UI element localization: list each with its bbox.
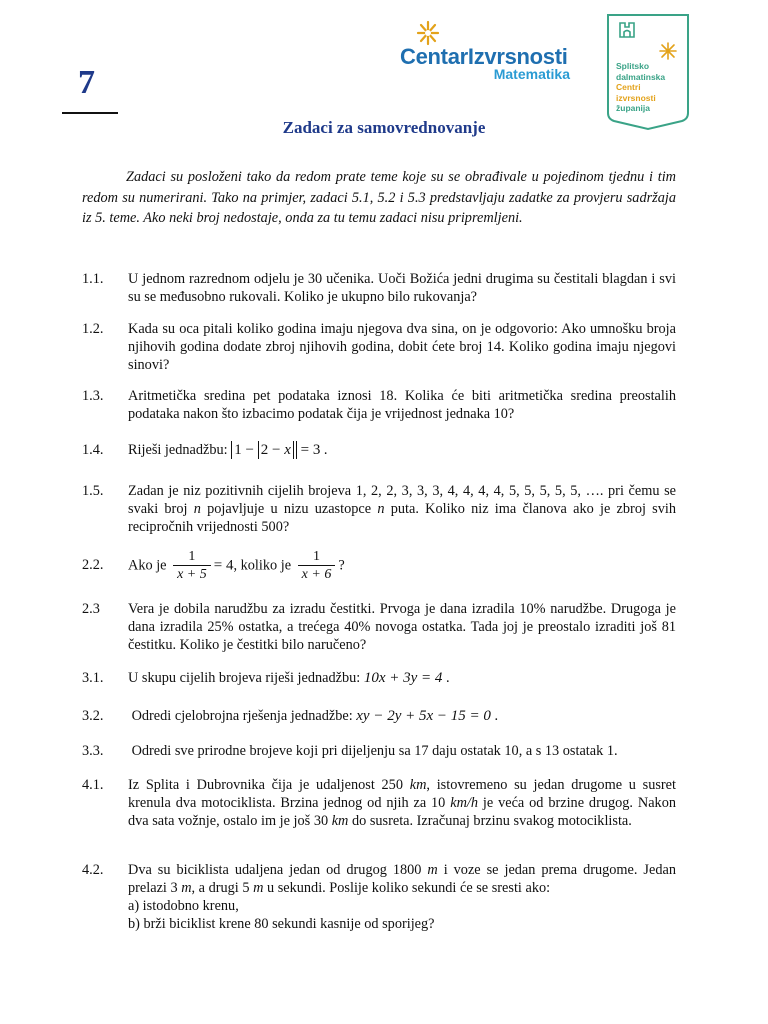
fraction: $\frac{1}{x + 5}$ [173, 548, 211, 584]
problem-number: 1.1. [82, 271, 104, 287]
problem-text: Aritmetička sredina pet podataka iznosi 18. Kolika će biti aritmetička sredina preostalih podataka nakon što izbacimo podatak čija je vrijednost jednaka 10? [128, 388, 676, 422]
problem-prefix: Riješi jednadžbu: [128, 442, 228, 458]
subtask-a: a) istodobno krenu, [128, 898, 239, 914]
problem-text: U skupu cijelih brojeva riješi jednadžbu: 10x + 3y = 4 . [128, 670, 450, 686]
badge-line: izvrsnosti [616, 92, 656, 103]
county-badge [606, 13, 690, 131]
star-icon [416, 20, 440, 46]
subtask-b: b) brži biciklist krene 80 sekundi kasnije od sporijeg? [128, 916, 435, 932]
problem-number: 3.2. [82, 708, 104, 724]
problem-number: 2.2. [82, 557, 104, 573]
problem-number: 1.3. [82, 388, 104, 404]
centar-izvrsnosti-logo [400, 20, 590, 90]
logo-subtitle: Matematika [493, 66, 570, 82]
badge-line: Splitsko [616, 61, 650, 71]
page-title: Zadaci za samovrednovanje [282, 118, 486, 137]
equation: xy − 2y + 5x − 15 = 0 [356, 708, 491, 724]
badge-line: Centri [616, 82, 641, 92]
problem-text: U jednom razrednom odjelu je 30 učenika. Uoči Božića jedni drugima su čestitali blagdan i svi su se međusobno rukovali. Koliko je ukupno bilo rukovanja? [128, 271, 676, 305]
problem-number: 1.4. [82, 442, 104, 458]
logo-title: CentarIzvrsnosti [400, 44, 568, 69]
problem-text: Iz Splita i Dubrovnika čija je udaljenost 250 km, istovremeno su jedan drugome u susret krenula dva motociklista. Brzina jednog od njih za 10 km/h je veća od brzine drugog. Nakon dva sata vožnje, ostalo im je još 30 km do susreta. Izračunaj brzinu svakog motociklista. [128, 777, 676, 829]
problem-text: Ako je $\frac{1}{x + 5}$ = 4, koliko je $\frac{1}{x + 6}$ ? [128, 549, 345, 582]
problem-number: 1.5. [82, 483, 104, 499]
problem-text: Kada su oca pitali koliko godina imaju njegova dva sina, on je odgovorio: Ako umnošku broja njihovih godina dodate zbroj njihovih godina, dobit ćete broj 14. Koliko godina imaju njegovi sinovi? [128, 321, 676, 373]
problem-number: 2.3 [82, 601, 100, 617]
problem-text [128, 441, 676, 459]
badge-line: županija [616, 103, 651, 113]
problem-text: Vera je dobila narudžbu za izradu čestitki. Prvoga je dana izradila 10% narudžbe. Drugoga je dana izradila 25% ostatka, a trećega 40% novoga ostatka. Tada joj je preostalo izraditi još 81 čestitku. Koliko je čestitki bilo naručeno? [128, 601, 676, 653]
problem-number: 3.1. [82, 670, 104, 686]
problem-text: Zadan je niz pozitivnih cijelih brojeva 1, 2, 2, 3, 3, 3, 4, 4, 4, 4, 5, 5, 5, 5, 5, …. pri čemu se svaki broj n pojavljuje u nizu uzastopce n puta. Koliko niz ima članova ako je zbroj svih recipročnih vrijednosti 500? [128, 483, 677, 535]
fraction: $\frac{1}{x + 6}$ [298, 548, 336, 584]
problem-text: Odredi sve prirodne brojeve koji pri dijeljenju sa 17 daju ostatak 10, a s 13 ostatak 1. [131, 743, 618, 759]
problem-text: Dva su biciklista udaljena jedan od drugog 1800 m i voze se jedan prema drugome. Jedan prelazi 3 m, a drugi 5 m u sekundi. Poslije koliko sekundi će se sresti ako: a) istodobno krenu, b) brži biciklist krene 80 sekundi kasnije od sporijeg? [128, 862, 676, 932]
intro-paragraph: Zadaci su posloženi tako da redom prate teme koje su se obrađivale u pojedinom tjednu i tim redom su numerirani. Tako na primjer, zadaci 5.1, 5.2 i 5.3 predstavljaju zadatke za provjeru sadržaja iz 5. teme. Ako neki broj nedostaje, onda za tu temu zadaci nisu pripremljeni. [82, 169, 676, 226]
problem-number: 3.3. [82, 743, 104, 759]
absolute-value-equation: 1 − 2 − x = 3 [231, 442, 320, 458]
grade-underline [62, 112, 118, 114]
badge-line: dalmatinska [616, 71, 666, 82]
equation: 10x + 3y = 4 [363, 670, 443, 686]
problem-number: 4.1. [82, 777, 104, 793]
punctuation: . [320, 442, 328, 458]
badge-star-icon [660, 43, 676, 59]
problem-number: 1.2. [82, 321, 104, 337]
problem-number: 4.2. [82, 862, 104, 878]
grade-number: 7 [78, 64, 95, 101]
problem-text: Odredi cjelobrojna rješenja jednadžbe: xy − 2y + 5x − 15 = 0 . [131, 708, 499, 724]
